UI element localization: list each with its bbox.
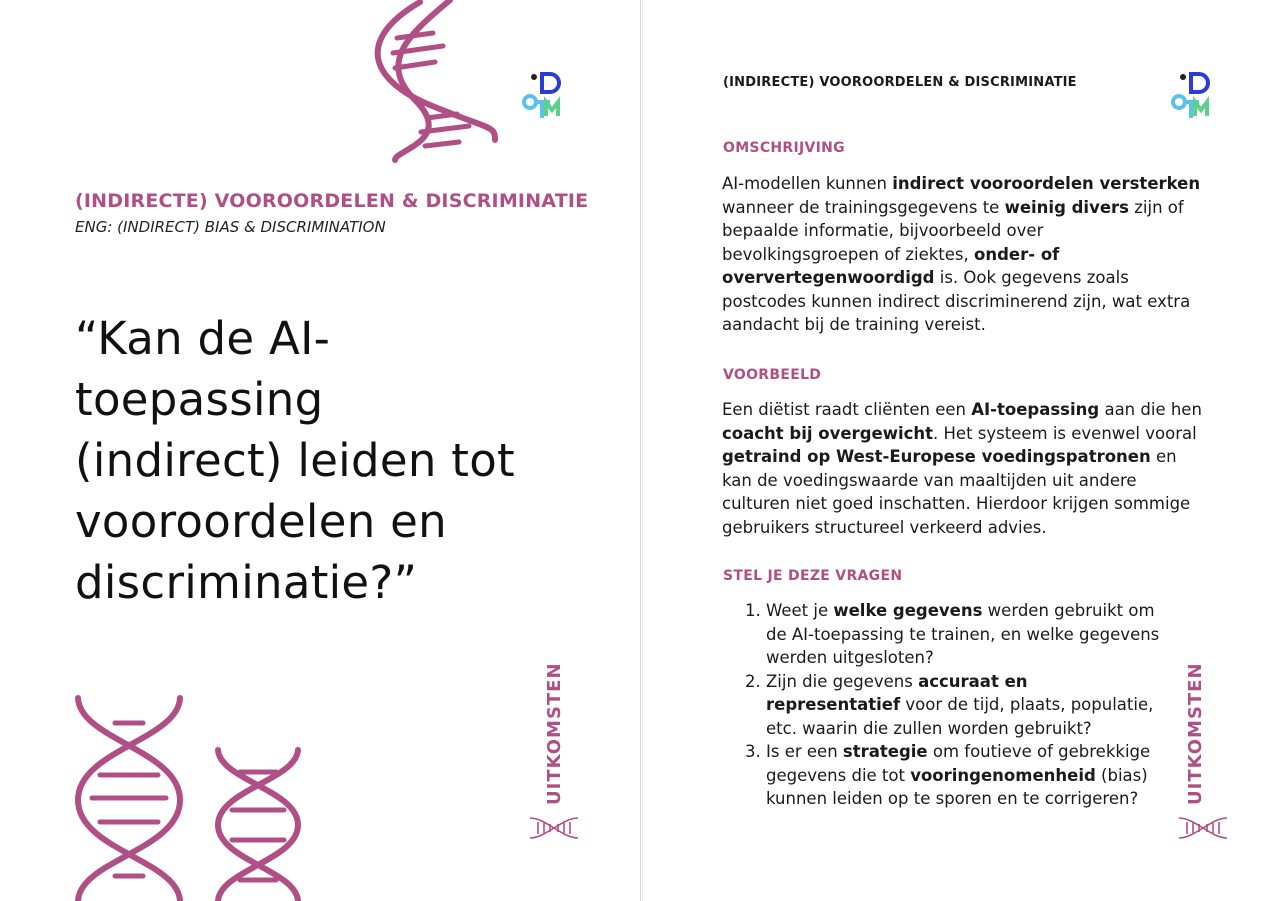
section-title-omschrijving: OMSCHRIJVING [723,140,845,156]
vragen-list [722,599,1162,811]
card-question: “Kan de AI-toepassing (indirect) leiden tot vooroordelen en discriminatie?” [75,312,515,609]
voorbeeld-text: Een diëtist raadt cliënten een AI-toepassing aan die hen coacht bij overgewicht. Het systeem is evenwel vooral getraind op West-Europese voedingspatronen en kan de voedingswaarde van maaltijden uit andere culturen niet goed inschatten. Hierdoor krijgen sommige gebruikers structureel verkeerd advies. [722,400,1202,537]
card-title: (INDIRECTE) VOOROORDELEN & DISCRIMINATIE [75,190,589,212]
question-item: 2. Zijn die gegevens accuraat en representatief voor de tijd, plaats, populatie, etc. waarin die zullen worden gebruikt? [766,670,1162,741]
right-page [642,0,1280,901]
dna-helix-illustration [355,0,515,170]
dna-small-icon [528,814,580,842]
dna-small-icon [1177,814,1229,842]
dm-logo [1169,72,1215,126]
omschrijving-text: AI-modellen kunnen indirect vooroordelen versterken wanneer de trainingsgegevens te weinig divers zijn of bepaalde informatie, bijvoorbeeld over bevolkingsgroepen of ziektes, onder- of oververtegenwoordigd is. Ook gegevens zoals postcodes kunnen indirect discriminerend zijn, wat extra aandacht bij de training vereist. [722,174,1201,334]
question-item: 1. Weet je welke gegevens werden gebruikt om de AI-toepassing te trainen, en welke gegevens werden uitgesloten? [766,599,1162,670]
card-subtitle: ENG: (INDIRECT) BIAS & DISCRIMINATION [75,218,386,236]
page-header: (INDIRECTE) VOOROORDELEN & DISCRIMINATIE [723,75,1077,90]
side-label: UITKOMSTEN [544,662,565,805]
dna-helix-bottom-illustration [70,690,310,901]
section-title-vragen: STEL JE DEZE VRAGEN [723,568,903,584]
section-title-voorbeeld: VOORBEELD [723,367,822,383]
dm-logo [520,72,566,126]
side-label: UITKOMSTEN [1185,662,1206,805]
question-item: 3. Is er een strategie om foutieve of gebrekkige gegevens die tot vooringenomenheid (bias) kunnen leiden op te sporen en te corrigeren? [766,740,1162,811]
